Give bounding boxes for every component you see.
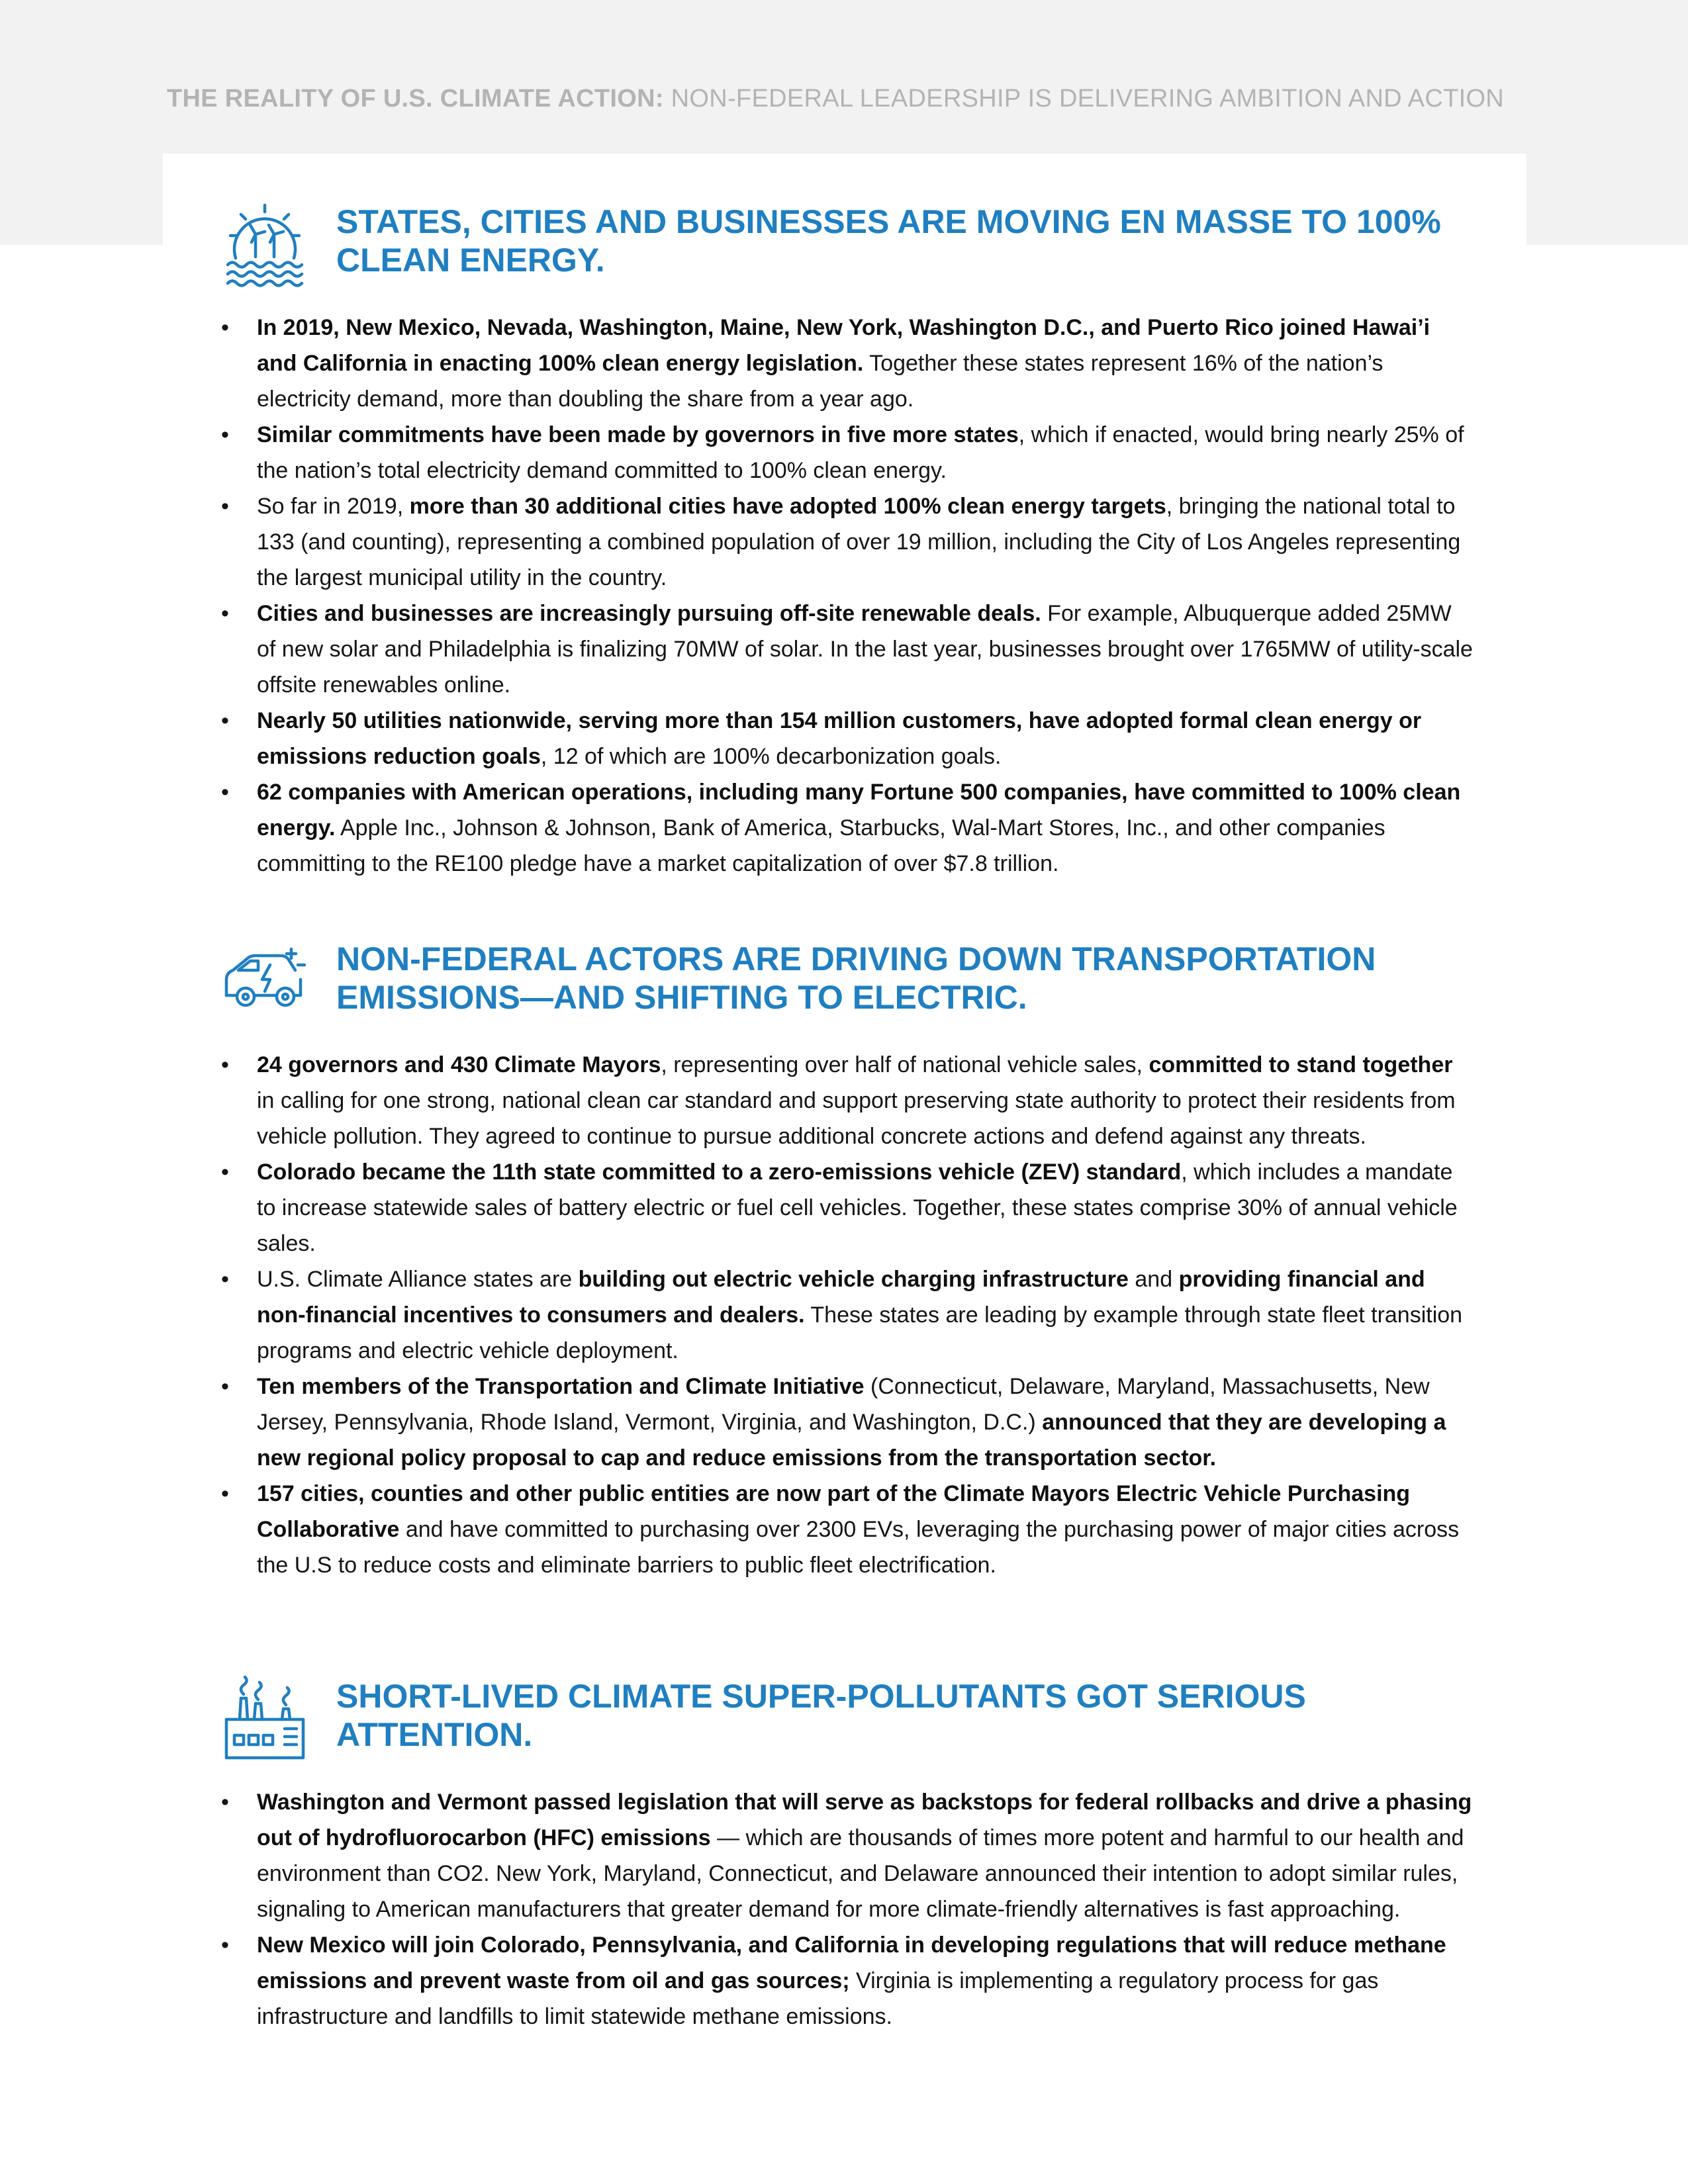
bullet-bold-text: New Mexico will join Colorado, Pennsylvania, and California in developing regulations that will reduce methane emissions and prevent waste from oil and gas sources; xyxy=(257,1933,1446,1993)
bullet-dot: • xyxy=(221,494,229,519)
bullet-item xyxy=(163,1047,1526,1154)
bullet-text: Virginia is implementing a regulatory process for gas infrastructure and landfills to limit statewide methane emissions. xyxy=(257,1968,1379,2029)
bullet-bold-text: committed to stand together xyxy=(1149,1052,1453,1077)
running-header-bold: THE REALITY OF U.S. CLIMATE ACTION: xyxy=(167,85,664,113)
bullet-item xyxy=(163,1261,1526,1369)
bullet-item xyxy=(163,417,1526,488)
bullet-item xyxy=(163,774,1526,882)
section-title: STATES, CITIES AND BUSINESSES ARE MOVING EN MASSE TO 100% CLEAN ENERGY. xyxy=(336,203,1441,279)
section-clean-energy xyxy=(163,201,1526,882)
bullet-bold-text: announced that they are developing a new regional policy proposal to cap and reduce emissions from the transportation sector. xyxy=(257,1410,1446,1471)
bullet-dot: • xyxy=(221,780,229,805)
bullet-bold-text: more than 30 additional cities have adopted 100% clean energy targets xyxy=(409,494,1166,519)
bullet-bold-text: Ten members of the Transportation and Climate Initiative xyxy=(257,1374,865,1399)
bullet-dot: • xyxy=(221,1790,229,1815)
bullet-dot: • xyxy=(221,1374,229,1399)
bullet-text: in calling for one strong, national clean car standard and support preserving state authority to protect their residents from vehicle pollution. They agreed to continue to pursue additional concrete actions and defend against any threats. xyxy=(257,1088,1456,1149)
bullet-bold-text: providing financial and non-financial incentives to consumers and dealers. xyxy=(257,1267,1425,1328)
bullet-text: , representing over half of national vehicle sales, xyxy=(661,1052,1149,1077)
bullet-bold-text: building out electric vehicle charging infrastructure xyxy=(578,1267,1129,1292)
bullet-bold-text: Cities and businesses are increasingly pursuing off-site renewable deals. xyxy=(257,601,1041,626)
bullet-item xyxy=(163,1784,1526,1927)
bullet-text: , bringing the national total to 133 (and counting), representing a combined population of over 19 million, including the City of Los Angeles representing the largest municipal utility in the country. xyxy=(257,494,1461,590)
bullet-item xyxy=(163,488,1526,596)
bullet-dot: • xyxy=(221,601,229,626)
bullet-dot: • xyxy=(221,1052,229,1077)
section-title: SHORT-LIVED CLIMATE SUPER-POLLUTANTS GOT SERIOUS ATTENTION. xyxy=(336,1678,1306,1753)
bullet-dot: • xyxy=(221,1933,229,1958)
bullet-text: , 12 of which are 100% decarbonization goals. xyxy=(540,744,1002,769)
bullet-text: and have committed to purchasing over 2300 EVs, leveraging the purchasing power of major cities across the U.S to reduce costs and eliminate barriers to public fleet electrification. xyxy=(257,1517,1460,1578)
bullet-text: U.S. Climate Alliance states are xyxy=(257,1267,579,1292)
bullet-list xyxy=(163,1047,1526,1583)
factory-smokestack-icon xyxy=(221,1676,308,1763)
bullet-text: (Connecticut, Delaware, Maryland, Massachusetts, New Jersey, Pennsylvania, Rhode Island, Vermont, Virginia, and Washington, D.C.) xyxy=(257,1374,1430,1435)
bullet-item xyxy=(163,1476,1526,1583)
bullet-dot: • xyxy=(221,422,229,447)
bullet-dot: • xyxy=(221,315,229,340)
bullet-text: and xyxy=(1128,1267,1179,1292)
bullet-bold-text: In 2019, New Mexico, Nevada, Washington, Maine, New York, Washington D.C., and Puerto Rico joined Hawai’i and California in enacting 100% clean energy legislation. xyxy=(257,315,1430,376)
bullet-item xyxy=(163,1154,1526,1261)
section-super-pollutants xyxy=(163,1676,1526,2034)
bullet-list xyxy=(163,1784,1526,2034)
bullet-dot: • xyxy=(221,708,229,733)
bullet-bold-text: Washington and Vermont passed legislation that will serve as backstops for federal rollbacks and drive a phasing out of hydrofluorocarbon (HFC) emissions xyxy=(257,1790,1472,1850)
bullet-dot: • xyxy=(221,1267,229,1292)
bullet-text: , which includes a mandate to increase statewide sales of battery electric or fuel cell vehicles. Together, these states comprise 30% of annual vehicle sales. xyxy=(257,1160,1458,1256)
bullet-item xyxy=(163,703,1526,774)
content-card xyxy=(163,154,1526,2139)
bullet-bold-text: Nearly 50 utilities nationwide, serving more than 154 million customers, have adopted formal clean energy or emissions reduction goals xyxy=(257,708,1422,769)
bullet-text: So far in 2019, xyxy=(257,494,410,519)
bullet-text: , which if enacted, would bring nearly 25% of the nation’s total electricity demand committed to 100% clean energy. xyxy=(257,422,1464,483)
bullet-text: Together these states represent 16% of the nation’s electricity demand, more than doubling the share from a year ago. xyxy=(257,351,1383,412)
bullet-list xyxy=(163,310,1526,882)
bullet-bold-text: 24 governors and 430 Climate Mayors xyxy=(257,1052,661,1077)
running-header-rest: NON-FEDERAL LEADERSHIP IS DELIVERING AMBITION AND ACTION xyxy=(663,85,1505,113)
bullet-text: For example, Albuquerque added 25MW of new solar and Philadelphia is finalizing 70MW of solar. In the last year, businesses brought over 1765MW of utility-scale offsite renewables online. xyxy=(257,601,1473,698)
section-transportation xyxy=(163,938,1526,1583)
bullet-text: — which are thousands of times more potent and harmful to our health and environment than CO2. New York, Maryland, Connecticut, and Delaware announced their intention to adopt similar rules, signaling to American manufacturers that greater demand for more climate-friendly alternatives is fast approaching. xyxy=(257,1825,1464,1922)
bullet-item xyxy=(163,1927,1526,2034)
bullet-text: Apple Inc., Johnson & Johnson, Bank of America, Starbucks, Wal-Mart Stores, Inc., and other companies committing to the RE100 pledge have a market capitalization of over $7.8 trillion. xyxy=(257,815,1385,876)
bullet-item xyxy=(163,596,1526,703)
bullet-bold-text: Similar commitments have been made by governors in five more states xyxy=(257,422,1019,447)
bullet-item xyxy=(163,310,1526,417)
bullet-bold-text: Colorado became the 11th state committed to a zero-emissions vehicle (ZEV) standard xyxy=(257,1160,1182,1185)
section-title: NON-FEDERAL ACTORS ARE DRIVING DOWN TRANSPORTATION EMISSIONS—AND SHIFTING TO ELECTRIC. xyxy=(336,940,1376,1016)
running-header xyxy=(167,85,1557,113)
bullet-bold-text: 62 companies with American operations, including many Fortune 500 companies, have committed to 100% clean energy. xyxy=(257,780,1461,841)
bullet-dot: • xyxy=(221,1160,229,1185)
bullet-text: These states are leading by example through state fleet transition programs and electric vehicle deployment. xyxy=(257,1302,1463,1363)
bullet-bold-text: 157 cities, counties and other public entities are now part of the Climate Mayors Electric Vehicle Purchasing Collaborative xyxy=(257,1481,1411,1542)
electric-car-icon xyxy=(221,938,308,1026)
bullet-dot: • xyxy=(221,1481,229,1506)
wind-turbine-water-icon xyxy=(221,201,308,289)
bullet-item xyxy=(163,1369,1526,1476)
